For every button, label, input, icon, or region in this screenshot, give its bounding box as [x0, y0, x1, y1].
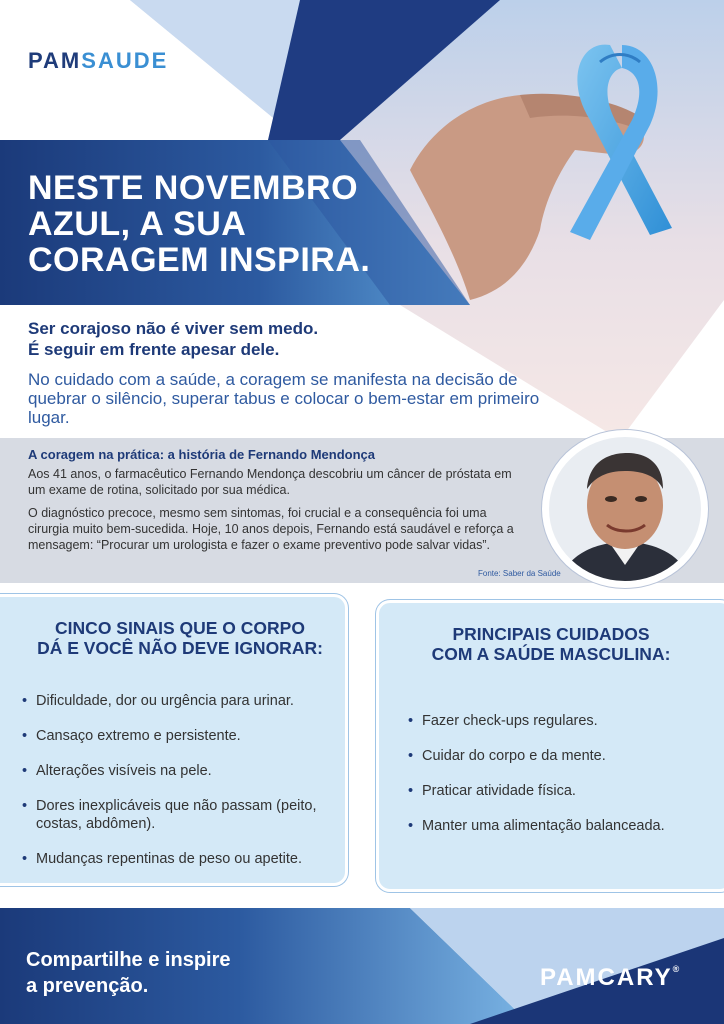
- headline-line-2: AZUL, A SUA: [28, 205, 247, 243]
- intro-paragraph: No cuidado com a saúde, a coragem se manifesta na decisão de quebrar o silêncio, superar tabus e colocar o bem-estar em primeiro lugar.: [28, 370, 540, 427]
- list-item: [408, 712, 718, 730]
- list-item-text: Mudanças repentinas de peso ou apetite.: [36, 851, 303, 867]
- list-item: [22, 692, 332, 710]
- bullet-icon: •: [22, 728, 28, 744]
- mens-health-care-title-line-2: COM A SAÚDE MASCULINA:: [431, 644, 671, 664]
- story-source: Fonte: Saber da Saúde: [478, 569, 561, 578]
- bullet-icon: •: [22, 798, 28, 814]
- registered-mark: ®: [672, 964, 680, 974]
- story-paragraph-2: O diagnóstico precoce, mesmo sem sintomas, foi crucial e a consequência foi uma cirurgia muito bem-sucedida. Hoje, 10 anos depois, Fernando está saudável e reforça a mensagem: “Procurar um urologista e fazer o exame preventivo pode salvar vidas”.: [28, 506, 514, 552]
- mens-health-care-title: [376, 624, 724, 664]
- pamsaude-logo: [28, 48, 168, 74]
- list-item-text: Cuidar do corpo e da mente.: [422, 748, 606, 764]
- headline: [28, 170, 388, 278]
- list-item: [22, 727, 332, 745]
- pamcary-logo-text: PAMCARY: [540, 964, 673, 991]
- list-item-text: Fazer check-ups regulares.: [422, 713, 598, 729]
- tagline-line-2: É seguir em frente apesar dele.: [28, 340, 280, 359]
- list-item-text: Alterações visíveis na pele.: [36, 763, 212, 779]
- portrait-photo: [549, 437, 701, 581]
- list-item: [22, 850, 332, 868]
- list-item-text: Praticar atividade física.: [422, 783, 576, 799]
- story-title: A coragem na prática: a história de Fernando Mendonça: [28, 447, 375, 462]
- warning-signs-title-line-1: CINCO SINAIS QUE O CORPO: [55, 618, 305, 638]
- bullet-icon: •: [408, 748, 414, 764]
- list-item-text: Dificuldade, dor ou urgência para urinar.: [36, 693, 294, 709]
- pamcary-logo: [540, 964, 679, 992]
- list-item-text: Manter uma alimentação balanceada.: [422, 818, 665, 834]
- headline-line-3: CORAGEM INSPIRA.: [28, 241, 371, 279]
- list-item: [408, 747, 718, 765]
- bullet-icon: •: [22, 693, 28, 709]
- list-item-text: Dores inexplicáveis que não passam (peito, costas, abdômen).: [36, 798, 317, 832]
- bullet-icon: •: [408, 783, 414, 799]
- headline-line-1: NESTE NOVEMBRO: [28, 169, 359, 207]
- list-item: [408, 782, 718, 800]
- logo-saude: SAUDE: [81, 48, 169, 73]
- list-item: [408, 817, 718, 835]
- tagline-line-1: Ser corajoso não é viver sem medo.: [28, 319, 319, 338]
- warning-signs-list: [22, 692, 332, 885]
- mens-health-care-title-line-1: PRINCIPAIS CUIDADOS: [452, 624, 650, 644]
- story-paragraph-1: Aos 41 anos, o farmacêutico Fernando Mendonça descobriu um câncer de próstata em um exame de rotina, solicitado por sua médica.: [28, 467, 512, 497]
- list-item: [22, 797, 332, 833]
- bullet-icon: •: [408, 818, 414, 834]
- warning-signs-title: [10, 618, 350, 658]
- list-item-text: Cansaço extremo e persistente.: [36, 728, 241, 744]
- footer-message-line-1: Compartilhe e inspire: [26, 949, 231, 971]
- tagline: [28, 318, 588, 360]
- mens-health-care-list: [408, 712, 718, 852]
- footer-message-line-2: a prevenção.: [26, 975, 149, 997]
- logo-pam: PAM: [28, 48, 82, 73]
- bullet-icon: •: [22, 763, 28, 779]
- bullet-icon: •: [408, 713, 414, 729]
- bullet-icon: •: [22, 851, 28, 867]
- footer-message: [26, 947, 326, 999]
- list-item: [22, 762, 332, 780]
- warning-signs-title-line-2: DÁ E VOCÊ NÃO DEVE IGNORAR:: [37, 638, 323, 658]
